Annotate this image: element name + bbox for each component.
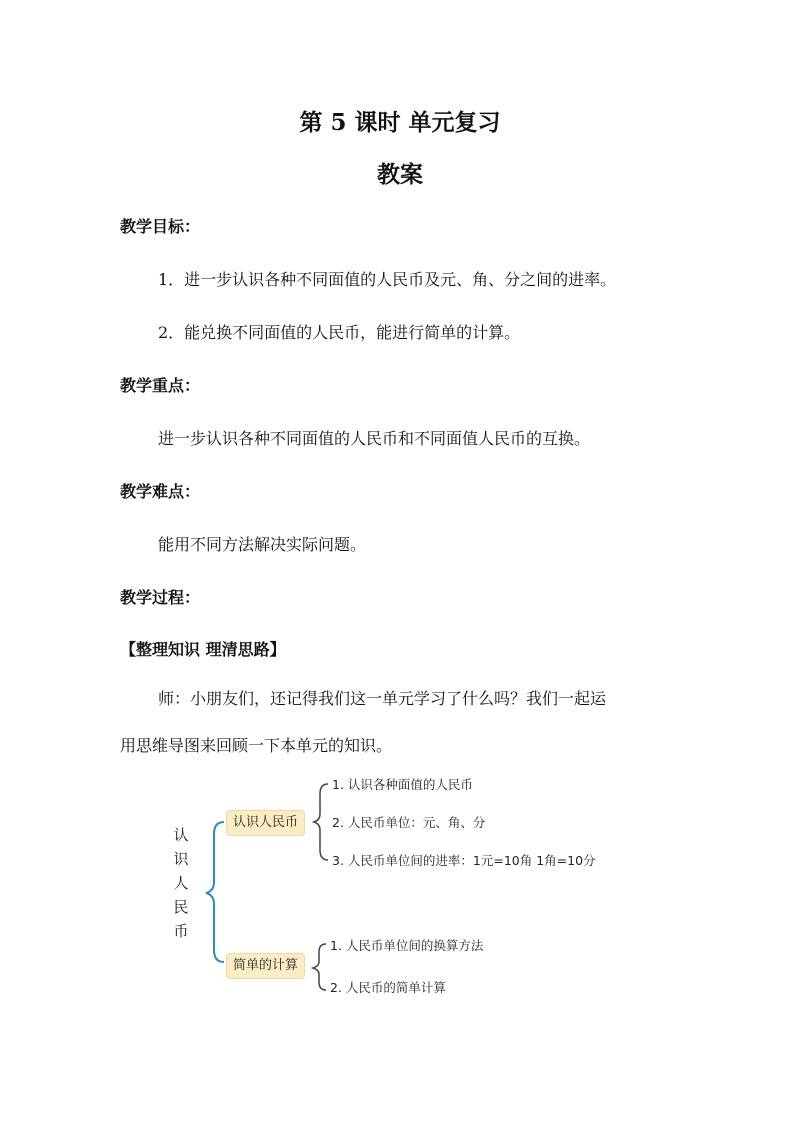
branch2-leaf-2: 2. 人民币的简单计算 bbox=[330, 980, 446, 995]
objectives-heading: 教学目标： bbox=[120, 217, 201, 236]
branch1-node: 认识人民币 bbox=[226, 810, 305, 836]
main-bracket bbox=[206, 822, 224, 962]
root-char-4: 民 bbox=[173, 898, 189, 916]
key-points-text: 进一步认识各种不同面值的人民币和不同面值人民币的互换。 bbox=[158, 429, 591, 448]
branch1-leaf-3: 3. 人民币单位间的进率：1元=10角 1角=10分 bbox=[332, 853, 596, 868]
difficulties-text: 能用不同方法解决实际问题。 bbox=[158, 535, 367, 554]
branch2-leaf-1: 1. 人民币单位间的换算方法 bbox=[330, 938, 484, 953]
difficulties-heading: 教学难点： bbox=[120, 482, 201, 501]
objective-item-2: 2．能兑换不同面值的人民币，能进行简单的计算。 bbox=[158, 323, 521, 342]
lesson-subtitle: 教案 bbox=[377, 161, 423, 188]
branch2-bracket bbox=[313, 944, 326, 990]
key-points-heading: 教学重点： bbox=[120, 376, 201, 395]
branch1-bracket bbox=[314, 784, 328, 860]
branch1-leaf-1: 1. 认识各种面值的人民币 bbox=[332, 777, 473, 792]
process-section-title: 【整理知识 理清思路】 bbox=[120, 640, 286, 659]
root-char-5: 币 bbox=[173, 922, 189, 940]
objective-item-1: 1．进一步认识各种不同面值的人民币及元、角、分之间的进率。 bbox=[158, 270, 617, 289]
lesson-title: 第 5 课时 单元复习 bbox=[299, 109, 501, 136]
root-char-3: 人 bbox=[173, 874, 189, 892]
teacher-line-2: 用思维导图来回顾一下本单元的知识。 bbox=[120, 736, 393, 755]
root-char-2: 识 bbox=[173, 850, 189, 868]
teacher-line-1: 师：小朋友们，还记得我们这一单元学习了什么吗？我们一起运 bbox=[158, 689, 607, 708]
branch2-node: 简单的计算 bbox=[226, 953, 305, 979]
process-heading: 教学过程： bbox=[120, 588, 201, 607]
branch1-leaf-2: 2. 人民币单位：元、角、分 bbox=[332, 815, 486, 830]
root-char-1: 认 bbox=[173, 826, 189, 844]
